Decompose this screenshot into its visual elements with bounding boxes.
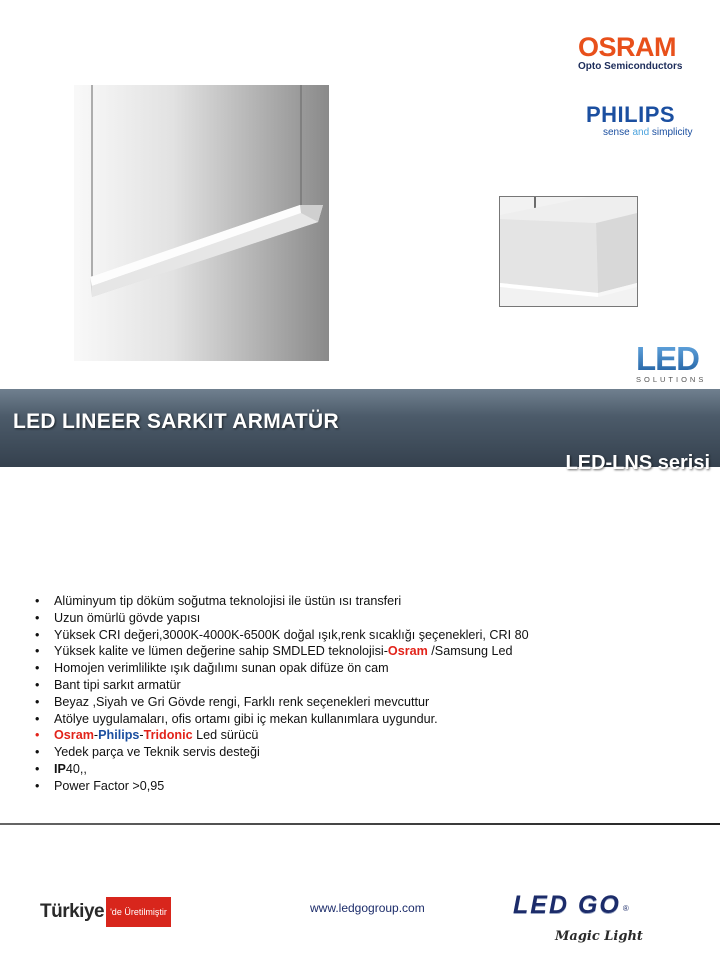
led-logo-subtitle: SOLUTIONS [636,375,707,384]
feature-item-ip: • IP40,, [35,761,675,778]
product-photo-detail [499,196,638,307]
ledgo-logo [513,891,629,920]
product-series: LED-LNS serisi [565,452,710,474]
philips-logo-tagline: sense and simplicity [603,127,693,138]
philips-logo [586,103,706,139]
feature-item: • Beyaz ,Siyah ve Gri Gövde rengi, Farklı renk seçenekleri mevcuttur [35,694,675,711]
led-logo-mark [634,342,712,374]
led-logo-text: LED [636,342,699,374]
osram-logo [578,33,698,73]
osram-logo-name: OSRAM [578,32,676,62]
turkiye-word: Türkiye [40,901,105,922]
product-title: LED LINEER SARKIT ARMATÜR [13,410,339,433]
feature-item: • Yüksek kalite ve lümen değerine sahip SMDLED teknolojisi-Osram /Samsung Led [35,643,675,660]
magic-light-tagline: Magic Light [555,929,643,944]
registered-mark: ® [622,904,629,914]
ledgo-brand: LED GO [513,891,621,919]
feature-item: • Bant tipi sarkıt armatür [35,677,675,694]
led-solutions-logo [634,342,712,388]
feature-item-driver: • Osram-Philips-Tridonic Led sürücü [35,727,675,744]
philips-logo-name: PHILIPS [586,102,676,127]
osram-highlight: Osram [387,644,428,659]
feature-item: • Yüksek CRI değeri,3000K-4000K-6500K doğal ışık,renk sıcaklığı şeçenekleri, CRI 80 [35,627,675,644]
website-link[interactable]: www.ledgogroup.com [310,901,425,915]
product-photo-main [68,85,329,361]
feature-item: • Uzun ömürlü gövde yapısı [35,610,675,627]
feature-item: • Yedek parça ve Teknik servis desteği [35,744,675,761]
feature-item: • Alüminyum tip döküm soğutma teknolojisi ile üstün ısı transferi [35,593,675,610]
feature-item: • Atölye uygulamaları, ofis ortamı gibi iç mekan kullanımlara uygundur. [35,711,675,728]
feature-list [35,593,675,795]
made-in-label: 'de Üretilmiştir [106,897,171,927]
made-in-turkiye-badge [40,897,171,927]
osram-logo-subtitle: Opto Semiconductors [578,61,683,72]
footer-divider [0,823,720,825]
feature-item: • Homojen verimlilikte ışık dağılımı sunan opak difüze ön cam [35,660,675,677]
feature-item: • Power Factor >0,95 [35,778,675,795]
